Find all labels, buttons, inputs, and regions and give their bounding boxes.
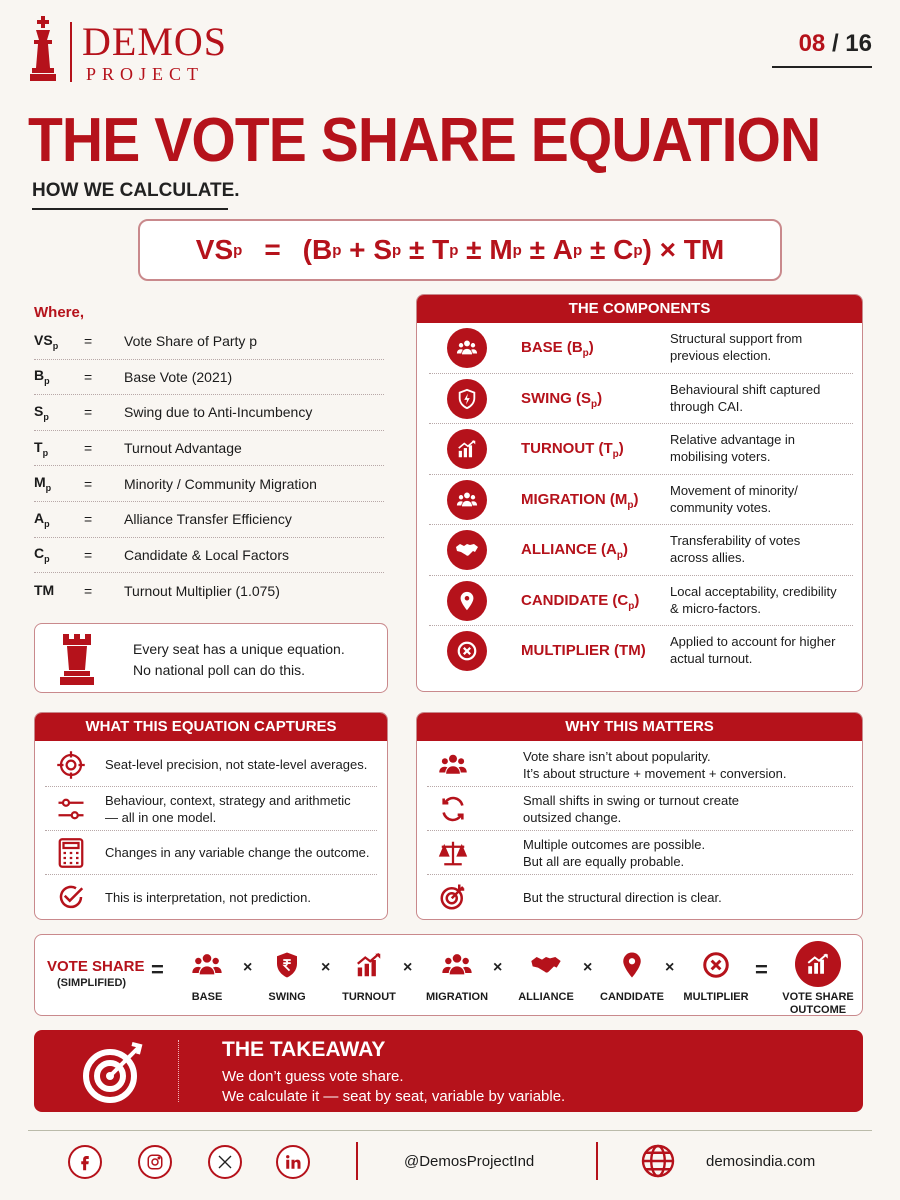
component-row bbox=[429, 576, 853, 627]
list-text: Small shifts in swing or turnout create outsized change. bbox=[523, 792, 740, 825]
simplified-item-swing bbox=[242, 949, 332, 1003]
eq-close: ) bbox=[642, 234, 652, 265]
page-current: 08 bbox=[798, 30, 826, 57]
location-pin-icon bbox=[447, 581, 487, 621]
component-desc: Relative advantage in mobilising voters. bbox=[670, 432, 796, 464]
captures-panel bbox=[34, 712, 388, 920]
definition-text: Turnout Multiplier (1.075) bbox=[124, 582, 280, 599]
eq-m: M bbox=[489, 234, 513, 265]
brand-logo bbox=[28, 16, 258, 88]
component-row bbox=[429, 475, 853, 526]
group-icon bbox=[437, 750, 469, 780]
definition-symbol: $S_p$ bbox=[34, 403, 49, 422]
eq-b: B bbox=[312, 234, 333, 265]
logo-divider bbox=[70, 22, 72, 82]
definition-symbol: $B_p$ bbox=[34, 367, 50, 387]
list-text: Multiple outcomes are possible. But all are equally probable. bbox=[523, 836, 706, 869]
chess-rook-icon bbox=[57, 632, 97, 686]
footer-separator bbox=[596, 1142, 598, 1180]
components-title: THE COMPONENTS bbox=[417, 295, 862, 323]
eq-sub: p bbox=[633, 241, 643, 259]
eq-s: S bbox=[373, 234, 393, 265]
eq-sub: p bbox=[512, 241, 522, 259]
page-total: 16 bbox=[845, 30, 872, 57]
group-icon bbox=[447, 480, 487, 520]
definition-symbol: $T_p$ bbox=[34, 438, 49, 458]
equation-box bbox=[138, 219, 782, 281]
simplified-item-turnout bbox=[324, 949, 414, 1003]
equals-sign: = bbox=[755, 957, 768, 982]
shield-rupee-icon bbox=[272, 949, 302, 981]
times-sign: × bbox=[583, 959, 593, 976]
brand-subname: PROJECT bbox=[86, 64, 205, 84]
eq-sub: p bbox=[392, 241, 402, 259]
times-sign: × bbox=[665, 959, 675, 976]
item-label: CANDIDATE bbox=[600, 991, 664, 1003]
simplified-item-alliance bbox=[501, 949, 591, 1003]
component-desc: Applied to account for higher actual turnout. bbox=[670, 634, 836, 666]
bar-chart-icon bbox=[447, 429, 487, 469]
times-sign: × bbox=[243, 959, 253, 976]
component-row bbox=[429, 424, 853, 475]
target-arrow-icon bbox=[82, 1040, 146, 1104]
website-link[interactable]: demosindia.com bbox=[706, 1153, 816, 1170]
list-text: Changes in any variable change the outcome. bbox=[105, 845, 370, 860]
takeaway-divider bbox=[178, 1040, 179, 1102]
component-desc: Structural support from previous election. bbox=[670, 331, 803, 363]
callout-text bbox=[133, 639, 345, 681]
definition-row bbox=[34, 538, 384, 574]
definition-row bbox=[34, 395, 384, 431]
eq-sub: p bbox=[449, 241, 459, 259]
eq-a: A bbox=[552, 234, 574, 265]
simplified-outcome bbox=[773, 949, 863, 1017]
definition-row bbox=[34, 324, 384, 360]
linkedin-icon[interactable] bbox=[276, 1145, 310, 1179]
eq-open: ( bbox=[302, 234, 312, 265]
eq-times: × TM bbox=[651, 234, 725, 265]
footer-separator bbox=[356, 1142, 358, 1180]
list-item bbox=[45, 875, 377, 919]
definition-text: Vote Share of Party p bbox=[124, 333, 258, 350]
definition-text: Candidate & Local Factors bbox=[124, 546, 289, 563]
component-row bbox=[429, 525, 853, 576]
list-item bbox=[45, 743, 377, 787]
page-title: THE VOTE SHARE EQUATION bbox=[28, 106, 821, 175]
eq-t: T bbox=[432, 234, 450, 265]
callout-line: Every seat has a unique equation. bbox=[133, 641, 345, 657]
page-subtitle: HOW WE CALCULATE. bbox=[32, 180, 240, 201]
components-panel bbox=[416, 294, 863, 692]
simplified-label: VOTE SHARE bbox=[47, 958, 145, 975]
component-name: SWING $(S_p)$ bbox=[521, 389, 603, 410]
component-name: CANDIDATE $(C_p)$ bbox=[521, 591, 640, 612]
list-text: Behaviour, context, strategy and arithmetic — all in one model. bbox=[105, 792, 351, 825]
component-name: ALLIANCE $(A_p)$ bbox=[521, 541, 628, 561]
simplified-sublabel: (SIMPLIFIED) bbox=[57, 977, 127, 989]
definition-text: Base Vote (2021) bbox=[124, 368, 233, 385]
definition-symbol: TM bbox=[34, 581, 55, 598]
definition-symbol: $A_p$ bbox=[34, 509, 50, 529]
component-desc: Behavioural shift captured through CAI. bbox=[670, 381, 821, 414]
definition-eq: = bbox=[84, 475, 93, 492]
eq-pm: ± bbox=[458, 234, 490, 265]
eq-lhs-sub: p bbox=[233, 241, 243, 259]
scales-icon bbox=[438, 838, 468, 868]
social-handle[interactable]: @DemosProjectInd bbox=[404, 1153, 535, 1170]
shield-bolt-icon bbox=[447, 379, 487, 419]
simplified-item-migration bbox=[412, 949, 502, 1003]
list-item bbox=[45, 831, 377, 875]
component-name: BASE $(B_p)$ bbox=[521, 339, 594, 359]
definition-eq: = bbox=[84, 333, 93, 350]
definition-row bbox=[34, 502, 384, 538]
simplified-item-multiplier bbox=[671, 949, 761, 1003]
item-label: MULTIPLIER bbox=[683, 991, 749, 1003]
definition-text: Swing due to Anti-Incumbency bbox=[124, 404, 313, 421]
outcome-label: VOTE SHARE OUTCOME bbox=[782, 991, 854, 1016]
facebook-icon[interactable] bbox=[68, 1145, 102, 1179]
eq-pm: ± bbox=[401, 234, 433, 265]
multiply-icon bbox=[447, 631, 487, 671]
sliders-icon bbox=[56, 794, 86, 824]
definition-row bbox=[34, 573, 384, 609]
group-icon bbox=[189, 949, 225, 981]
definition-eq: = bbox=[84, 440, 93, 457]
definition-eq: = bbox=[84, 404, 93, 421]
component-row bbox=[429, 323, 853, 374]
list-item bbox=[427, 875, 853, 919]
times-sign: × bbox=[493, 959, 503, 976]
calculator-icon bbox=[57, 838, 85, 868]
refresh-icon bbox=[439, 795, 467, 823]
page-sep: / bbox=[825, 30, 846, 57]
definition-text: Turnout Advantage bbox=[124, 440, 242, 457]
handshake-icon bbox=[447, 530, 487, 570]
definition-text: Minority / Community Migration bbox=[124, 475, 317, 492]
definition-eq: = bbox=[84, 511, 93, 528]
item-label: MIGRATION bbox=[425, 991, 489, 1003]
x-icon[interactable] bbox=[208, 1145, 242, 1179]
definitions-list bbox=[34, 324, 384, 609]
takeaway-line: We calculate it — seat by seat, variable by variable. bbox=[222, 1088, 566, 1105]
list-item bbox=[427, 743, 853, 787]
bar-chart-icon bbox=[354, 950, 384, 980]
takeaway-title: THE TAKEAWAY bbox=[222, 1038, 386, 1061]
component-name: MULTIPLIER (TM) bbox=[521, 642, 646, 659]
callout-line: No national poll can do this. bbox=[133, 662, 305, 678]
definition-row bbox=[34, 466, 384, 502]
definition-eq: = bbox=[84, 582, 93, 599]
bar-chart-icon bbox=[795, 941, 841, 987]
equals-sign: = bbox=[151, 957, 164, 982]
definition-symbol: $C_p$ bbox=[34, 545, 50, 565]
captures-title: WHAT THIS EQUATION CAPTURES bbox=[35, 713, 387, 741]
check-circle-icon bbox=[56, 882, 86, 912]
definition-row bbox=[34, 360, 384, 396]
takeaway-line: We don’t guess vote share. bbox=[222, 1068, 404, 1085]
list-text: But the structural direction is clear. bbox=[523, 889, 722, 905]
where-title: Where, bbox=[34, 304, 85, 321]
list-text: Seat-level precision, not state-level averages. bbox=[105, 757, 368, 772]
brand-name: DEMOS bbox=[82, 19, 228, 64]
definition-eq: = bbox=[84, 546, 93, 563]
matters-panel bbox=[416, 712, 863, 920]
multiply-icon bbox=[701, 950, 731, 980]
component-name: TURNOUT $(T_p)$ bbox=[521, 440, 624, 460]
handshake-icon bbox=[528, 949, 564, 981]
footer-divider bbox=[28, 1130, 872, 1131]
list-text: Vote share isn’t about popularity. It’s about structure + movement + conversion. bbox=[523, 748, 787, 781]
eq-c: C bbox=[613, 234, 634, 265]
simplified-item-base bbox=[162, 949, 252, 1003]
eq-sub: p bbox=[573, 241, 583, 259]
chess-king-icon bbox=[28, 16, 58, 82]
definition-text: Alliance Transfer Efficiency bbox=[124, 511, 292, 528]
instagram-icon[interactable] bbox=[138, 1145, 172, 1179]
component-row bbox=[429, 374, 853, 425]
list-item bbox=[45, 787, 377, 831]
crosshair-icon bbox=[56, 750, 86, 780]
component-desc: Transferability of votes across allies. bbox=[670, 533, 801, 565]
eq-plus: + bbox=[341, 234, 374, 265]
definition-eq: = bbox=[84, 368, 93, 385]
subtitle-underline bbox=[32, 208, 228, 210]
definition-symbol: $M_p$ bbox=[34, 474, 52, 494]
unique-equation-callout bbox=[34, 623, 388, 693]
definition-row bbox=[34, 431, 384, 467]
eq-sub: p bbox=[332, 241, 342, 259]
eq-pm: ± bbox=[582, 234, 614, 265]
simplified-item-candidate bbox=[587, 949, 677, 1003]
list-item bbox=[427, 787, 853, 831]
eq-sign: = bbox=[264, 234, 281, 265]
list-text: This is interpretation, not prediction. bbox=[105, 889, 311, 905]
item-label: ALLIANCE bbox=[518, 991, 574, 1003]
globe-icon bbox=[640, 1143, 676, 1179]
matters-title: WHY THIS MATTERS bbox=[417, 713, 862, 741]
group-icon bbox=[447, 328, 487, 368]
definition-symbol: $VS_p$ bbox=[34, 331, 59, 351]
simplified-equation bbox=[34, 934, 863, 1016]
takeaway-banner bbox=[34, 1030, 863, 1112]
eq-pm: ± bbox=[521, 234, 553, 265]
item-label: TURNOUT bbox=[342, 991, 396, 1003]
eq-lhs: VS bbox=[195, 234, 234, 265]
component-name: MIGRATION $(M_p)$ bbox=[521, 490, 639, 511]
location-pin-icon bbox=[617, 949, 647, 981]
item-label: SWING bbox=[268, 991, 306, 1003]
target-icon bbox=[438, 882, 468, 912]
component-row bbox=[429, 626, 853, 677]
component-desc: Movement of minority/ community votes. bbox=[670, 482, 798, 515]
page-counter bbox=[772, 30, 872, 68]
list-item bbox=[427, 831, 853, 875]
item-label: BASE bbox=[191, 991, 223, 1003]
component-desc: Local acceptability, credibility & micro-factors. bbox=[670, 583, 837, 616]
group-icon bbox=[439, 949, 475, 981]
times-sign: × bbox=[321, 959, 331, 976]
times-sign: × bbox=[403, 959, 413, 976]
